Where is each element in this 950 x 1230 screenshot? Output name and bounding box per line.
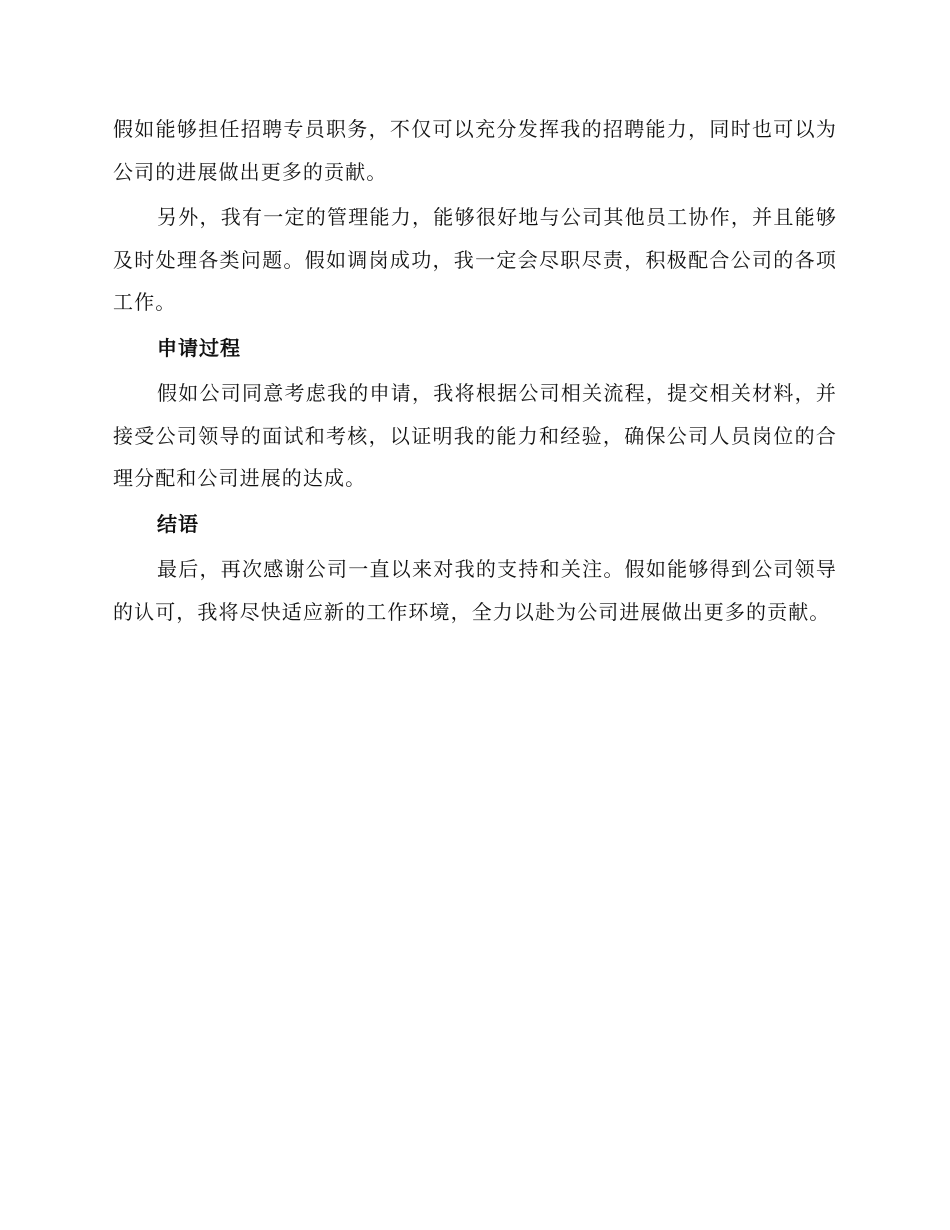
paragraph-application-process: 假如公司同意考虑我的申请，我将根据公司相关流程，提交相关材料，并接受公司领导的面试和考核，以证明我的能力和经验，确保公司人员岗位的合理分配和公司进展的达成。 [113, 381, 837, 490]
paragraph-conclusion: 最后，再次感谢公司一直以来对我的支持和关注。假如能够得到公司领导的认可，我将尽快适应新的工作环境，全力以赴为公司进展做出更多的贡献。 [113, 557, 837, 624]
section-heading-conclusion: 结语 [157, 511, 199, 536]
paragraph-management-ability: 另外，我有一定的管理能力，能够很好地与公司其他员工协作，并且能够及时处理各类问题。假如调岗成功，我一定会尽职尽责，积极配合公司的各项工作。 [113, 205, 837, 314]
section-heading-application-process: 申请过程 [157, 335, 241, 360]
document-page [113, 108, 837, 633]
paragraph-recruitment-role: 假如能够担任招聘专员职务，不仅可以充分发挥我的招聘能力，同时也可以为公司的进展做出更多的贡献。 [113, 117, 837, 184]
